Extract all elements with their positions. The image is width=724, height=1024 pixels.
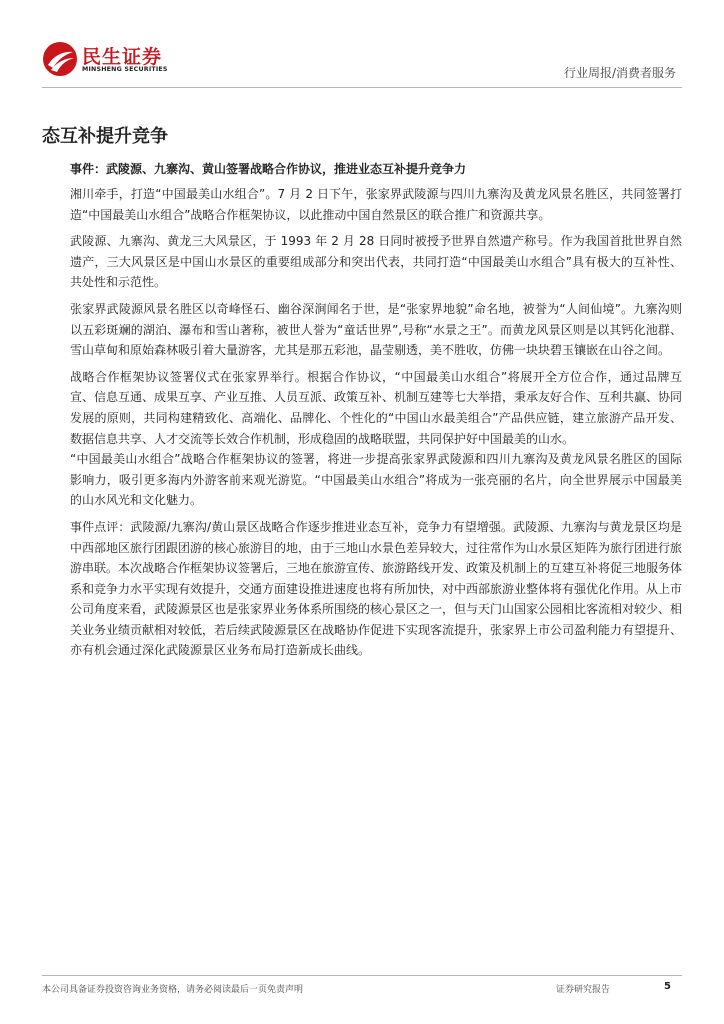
minsheng-logo-icon	[42, 41, 78, 77]
page-header	[0, 0, 724, 90]
logo-chinese-text: 民生证券	[82, 46, 163, 68]
header-divider	[42, 87, 682, 88]
paragraph: 张家界武陵源风景名胜区以奇峰怪石、幽谷深涧闻名于世，是“张家界地貌”命名地，被誉为“人间仙境”。九寨沟则以五彩斑斓的湖泊、瀑布和雪山著称，被世人誉为“童话世界”,号称“水景之王”。而黄龙风景区则是以其钙化池群、雪山草甸和原始森林吸引着大量游客，尤其是那五彩池，晶莹剔透，美不胜收，仿佛一块块碧玉镶嵌在山谷之间。	[70, 301, 682, 358]
logo-english-text: MINSHENG SECURITIES	[82, 66, 168, 73]
paragraph: “中国最美山水组合”战略合作框架协议的签署，将进一步提高张家界武陵源和四川九寨沟及黄龙风景名胜区的国际影响力，吸引更多海内外游客前来观光游览。“中国最美山水组合”将成为一张亮丽的名片，向全世界展示中国最美的山水风光和文化魅力。	[70, 452, 682, 508]
paragraph: 事件点评：武陵源/九寨沟/黄山景区战略合作逐步推进业态互补，竞争力有望增强。武陵源、九寨沟与黄龙景区均是中西部地区旅行团跟团游的核心旅游目的地，由于三地山水景色差异较大，过往常作为山水景区矩阵为旅行团进行旅游串联。本次战略合作框架协议签署后，三地在旅游宣传、旅游路线开发、政策及机制上的互建互补将促三地服务体系和竞争力水平实现有效提升，交通方面建设推进速度也将有所加快，对中西部旅游业整体将有强优化作用。从上市公司角度来看，武陵源景区也是张家界业务体系所围绕的核心景区之一，但与天门山国家公园相比客流相对较少、相关业务业绩贡献相对较低，若后续武陵源景区在战略协作促进下实现客流提升，张家界上市公司盈利能力有望提升、亦有机会通过深化武陵源景区业务布局打造新成长曲线。	[70, 519, 683, 658]
footer-report-type: 证券研究报告	[556, 985, 611, 995]
paragraph: 战略合作框架协议签署仪式在张家界举行。根据合作协议，“中国最美山水组合”将展开全方位合作，通过品牌互宣、信息互通、成果互享、产业互推、人员互派、政策互补、机制互建等七大举措，秉承友好合作、互利共赢、协同发展的原则，共同构建精致化、高端化、品牌化、个性化的“中国山水最美组合”产品供应链，建立旅游产品开发、数据信息共享、人才交流等长效合作机制，形成稳固的战略联盟，共同保护好中国最美的山水。	[70, 369, 683, 446]
report-category: 行业周报/消费者服务	[563, 66, 676, 80]
event-heading: 事件：武陵源、九寨沟、黄山签署战略合作协议，推进业态互补提升竞争力	[70, 162, 467, 176]
article-body	[70, 159, 682, 667]
paragraph: 湘川牵手，打造“中国最美山水组合”。7 月 2 日下午，张家界武陵源与四川九寨沟及黄龙风景名胜区，共同签署打造“中国最美山水组合”战略合作框架协议，以此推动中国自然景区的联合推广和资源共享。	[70, 187, 682, 222]
footer-divider	[42, 975, 682, 976]
footer-disclaimer: 本公司具备证券投资咨询业务资格，请务必阅读最后一页免责声明	[42, 985, 304, 995]
page-number: 5	[664, 981, 671, 992]
company-logo	[42, 41, 182, 81]
section-title: 态互补提升竞争	[42, 126, 168, 147]
paragraph: 武陵源、九寨沟、黄龙三大风景区，于 1993 年 2 月 28 日同时被授予世界自然遗产称号。作为我国首批世界自然遗产，三大风景区是中国山水景区的重要组成部分和突出代表，共同打造“中国最美山水组合”具有极大的互补性、共处性和示范性。	[70, 234, 682, 290]
